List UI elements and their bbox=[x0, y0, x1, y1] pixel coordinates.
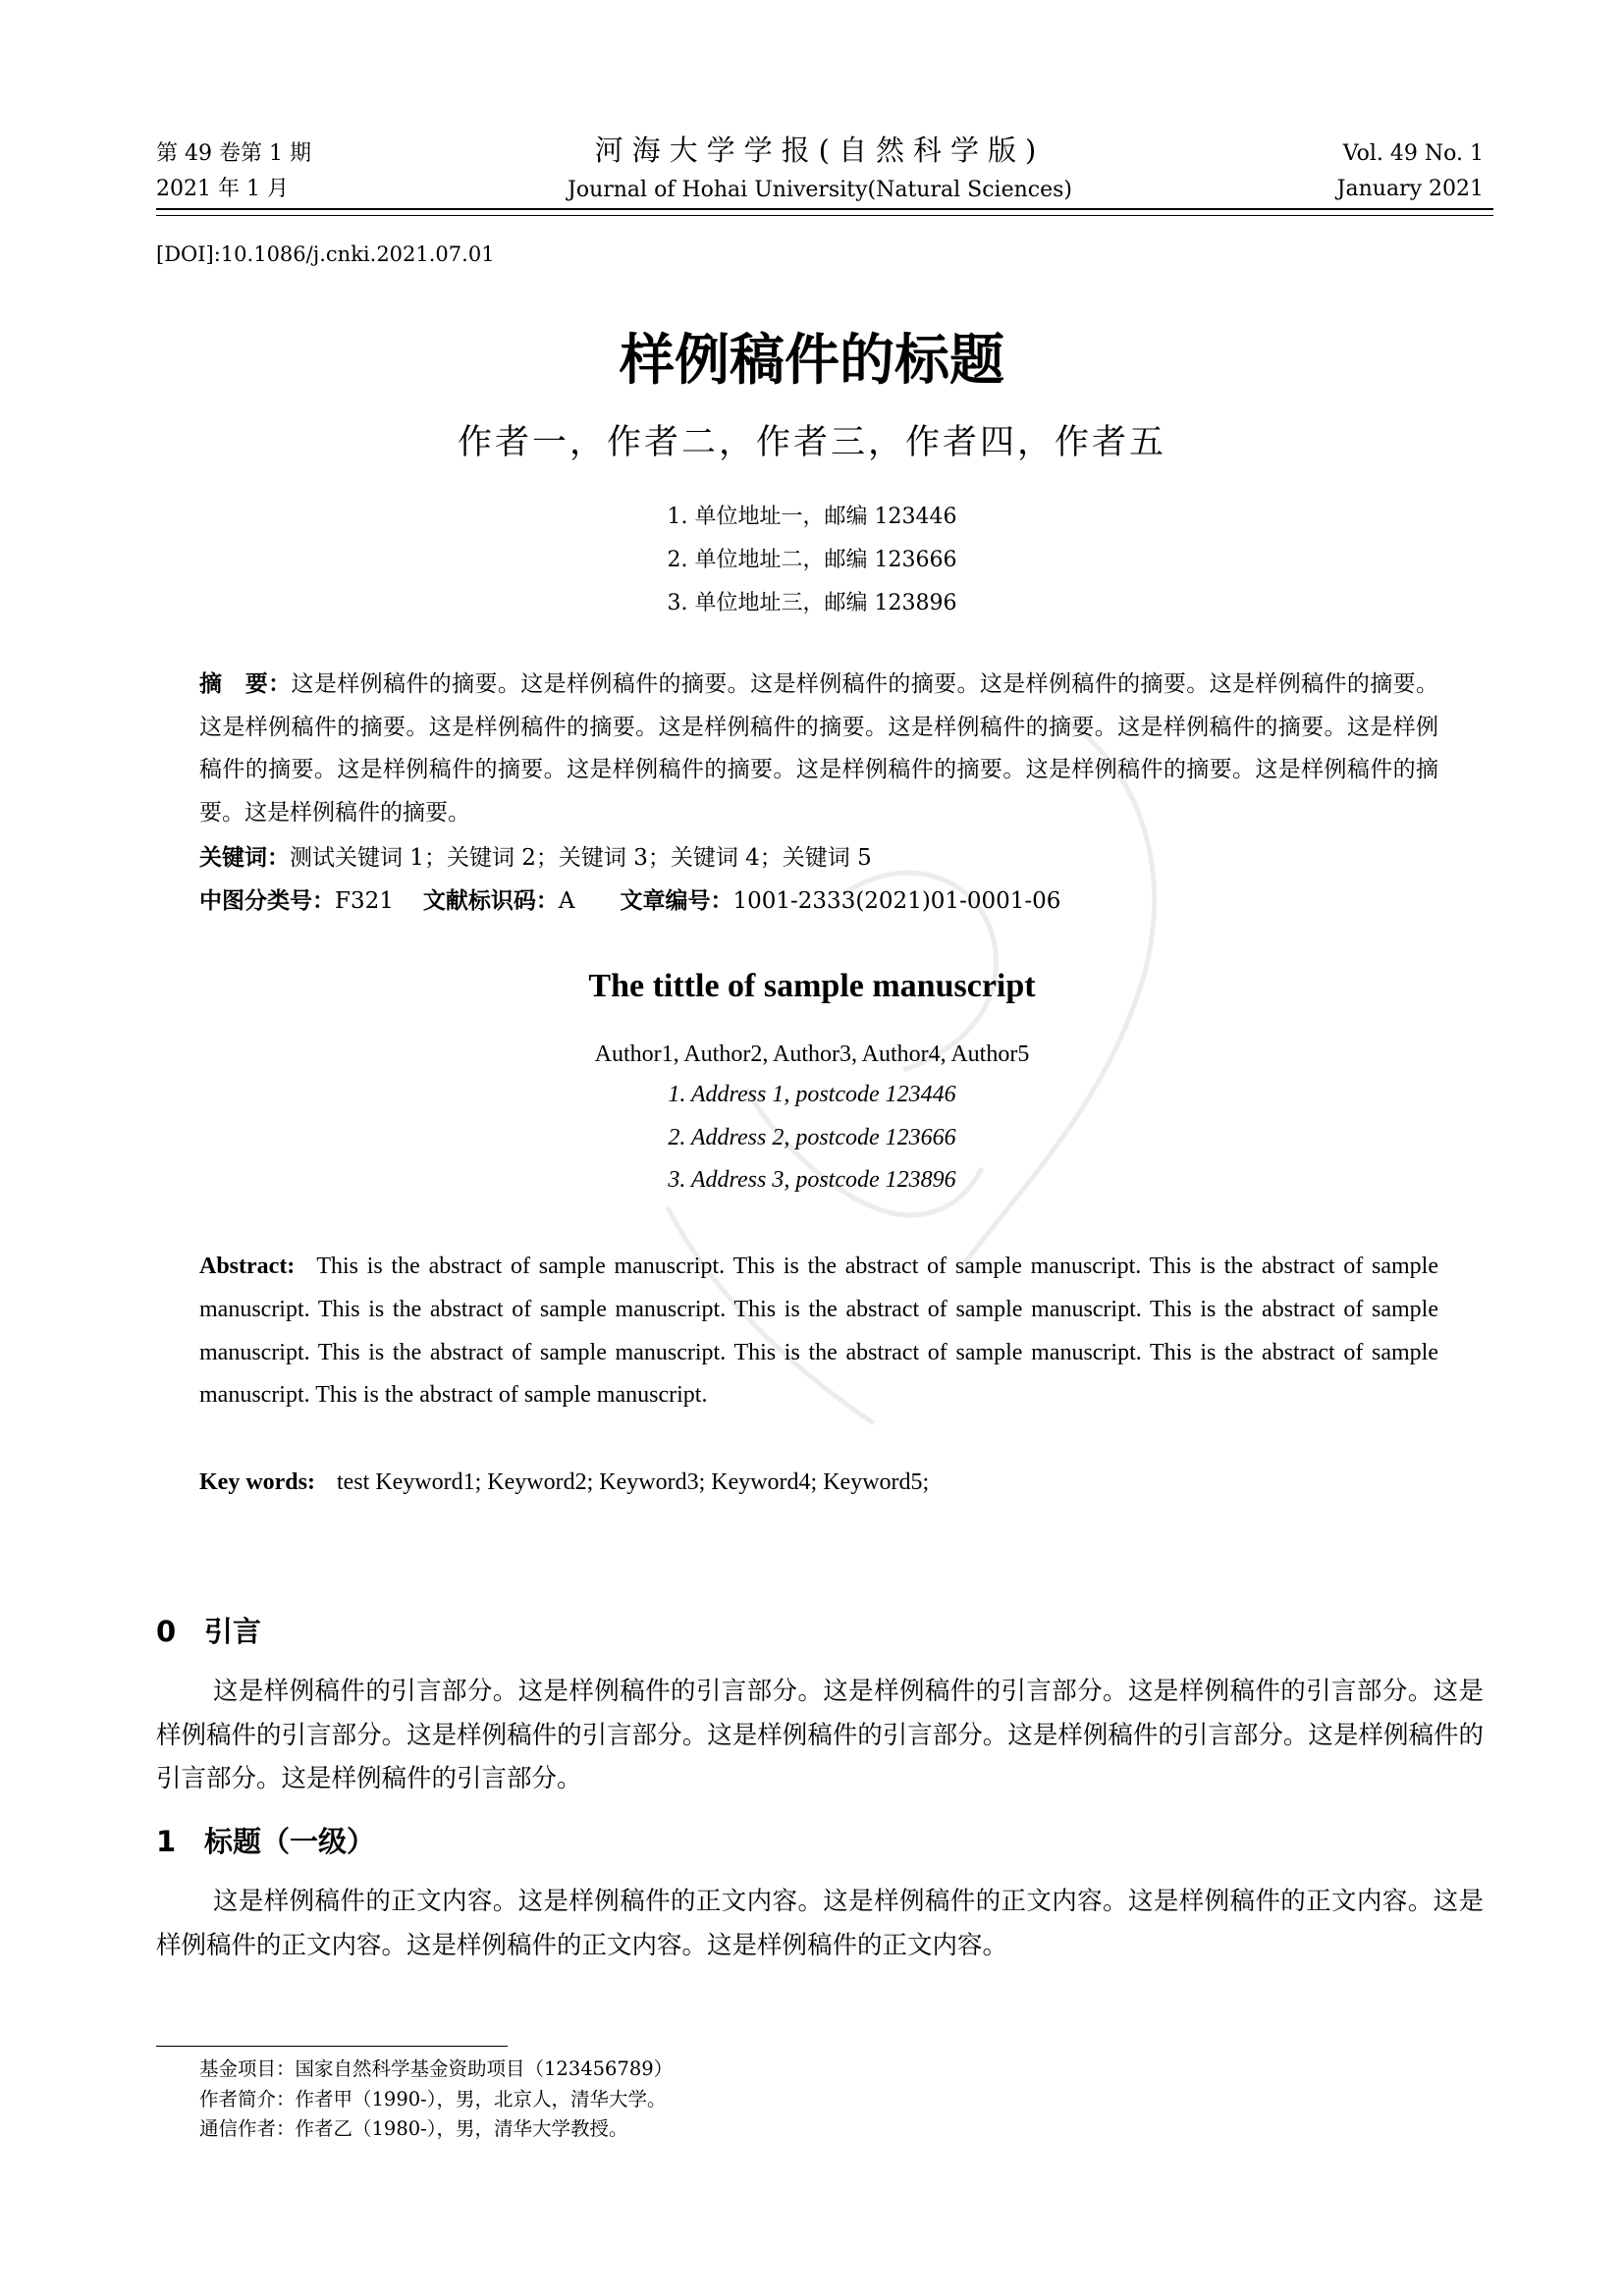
section-heading-level1 bbox=[156, 1820, 375, 1863]
clc-label: 中图分类号： bbox=[199, 888, 335, 914]
footnote-rule bbox=[156, 2046, 508, 2047]
doi: [DOI]:10.1086/j.cnki.2021.07.01 bbox=[156, 242, 495, 266]
abstract-cn-text: 这是样例稿件的摘要。这是样例稿件的摘要。这是样例稿件的摘要。这是样例稿件的摘要。这是样例稿件的摘要。这是样例稿件的摘要。这是样例稿件的摘要。这是样例稿件的摘要。这是样例稿件的摘要。这是样例稿件的摘要。这是样例稿件的摘要。这是样例稿件的摘要。这是样例稿件的摘要。这是样例稿件的摘要。这是样例稿件的摘要。这是样例稿件的摘要。这是样例稿件的摘要。 bbox=[199, 671, 1439, 826]
date-cn: 2021 年 1 月 bbox=[156, 177, 289, 201]
article-number-label: 文章编号： bbox=[620, 888, 733, 914]
footnote-author-bio: 作者简介：作者甲（1990-），男，北京人，清华大学。 bbox=[199, 2087, 667, 2110]
volume-en: Vol. 49 No. 1 bbox=[1342, 141, 1484, 166]
abstract-cn-label: 摘 要： bbox=[199, 671, 292, 697]
abstract-en bbox=[199, 1246, 1438, 1417]
address-cn-item: 3. 单位地址三，邮编 123896 bbox=[667, 591, 957, 615]
section-paragraph: 这是样例稿件的引言部分。这是样例稿件的引言部分。这是样例稿件的引言部分。这是样例稿件的引言部分。这是样例稿件的引言部分。这是样例稿件的引言部分。这是样例稿件的引言部分。这是样例稿件的引言部分。这是样例稿件的引言部分。这是样例稿件的引言部分。 bbox=[156, 1677, 1484, 1793]
addresses-cn bbox=[0, 496, 1624, 625]
abstract-cn bbox=[199, 664, 1438, 834]
journal-name-cn: 河海大学学报(自然科学版) bbox=[594, 133, 1046, 167]
doc-code-value: A bbox=[558, 888, 575, 914]
clc-value: F321 bbox=[335, 888, 394, 914]
date-en: January 2021 bbox=[1336, 177, 1484, 201]
authors-cn: 作者一，作者二，作者三，作者四，作者五 bbox=[457, 423, 1166, 462]
keywords-en bbox=[199, 1461, 1438, 1504]
header-rule-thick bbox=[156, 208, 1493, 210]
address-en-item: 1. Address 1, postcode 123446 bbox=[668, 1082, 956, 1107]
section-title: 引言 bbox=[204, 1615, 262, 1648]
journal-name-en: Journal of Hohai University(Natural Sciences) bbox=[568, 178, 1072, 202]
footnote-corresponding-author: 通信作者：作者乙（1980-），男，清华大学教授。 bbox=[199, 2117, 628, 2140]
journal-header bbox=[156, 135, 1484, 214]
article-number-value: 1001-2333(2021)01-0001-06 bbox=[732, 888, 1061, 914]
keywords-cn-label: 关键词： bbox=[199, 845, 290, 871]
abstract-en-label: Abstract: bbox=[199, 1254, 296, 1279]
section-paragraph: 这是样例稿件的正文内容。这是样例稿件的正文内容。这是样例稿件的正文内容。这是样例稿件的正文内容。这是样例稿件的正文内容。这是样例稿件的正文内容。这是样例稿件的正文内容。 bbox=[156, 1887, 1484, 1960]
section-heading-introduction bbox=[156, 1610, 261, 1653]
doc-code-label: 文献标识码： bbox=[422, 888, 559, 914]
address-en-item: 3. Address 3, postcode 123896 bbox=[668, 1167, 956, 1193]
volume-cn: 第 49 卷第 1 期 bbox=[156, 141, 311, 166]
address-en-item: 2. Address 2, postcode 123666 bbox=[668, 1124, 956, 1150]
header-rule-thin bbox=[156, 215, 1493, 216]
section-title: 标题（一级） bbox=[204, 1825, 376, 1858]
authors-en: Author1, Author2, Author3, Author4, Author5 bbox=[594, 1041, 1030, 1067]
abstract-en-text: This is the abstract of sample manuscript. This is the abstract of sample manuscript. This is the abstract of sample manuscript. This is the abstract of sample manuscript. This is the abstract of sample manuscript. This is the abstract of sample manuscript. This is the abstract of sample manuscript. This is the abstract of sample manuscript. This is the abstract of sample manuscript. This is the abstract of sample manuscript. bbox=[199, 1254, 1438, 1409]
keywords-cn-text: 测试关键词 1；关键词 2；关键词 3；关键词 4；关键词 5 bbox=[290, 845, 872, 871]
section-number: 0 bbox=[156, 1615, 177, 1648]
paper-title-en: The tittle of sample manuscript bbox=[588, 968, 1036, 1004]
footnotes bbox=[199, 2055, 673, 2145]
section-number: 1 bbox=[156, 1825, 177, 1858]
keywords-en-label: Key words: bbox=[199, 1469, 315, 1495]
classification-line bbox=[199, 880, 1438, 923]
address-cn-item: 1. 单位地址一，邮编 123446 bbox=[667, 505, 957, 529]
paper-title-cn: 样例稿件的标题 bbox=[620, 329, 1004, 393]
address-cn-item: 2. 单位地址二，邮编 123666 bbox=[667, 548, 957, 572]
keywords-cn bbox=[199, 836, 1438, 880]
footnote-funding: 基金项目：国家自然科学基金资助项目（123456789） bbox=[199, 2057, 674, 2080]
keywords-en-text: test Keyword1; Keyword2; Keyword3; Keyword4; Keyword5; bbox=[336, 1469, 930, 1495]
addresses-en bbox=[0, 1074, 1624, 1202]
